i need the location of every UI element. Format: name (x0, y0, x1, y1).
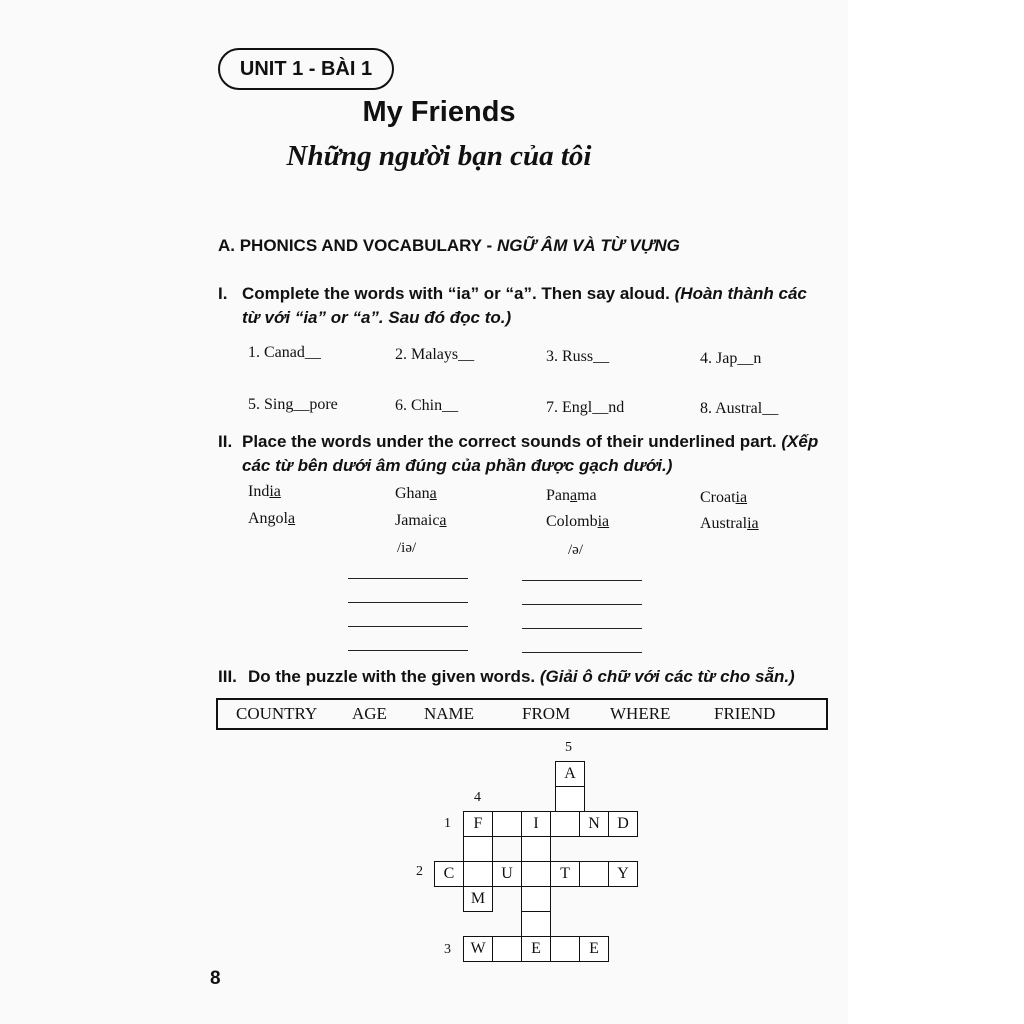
q2-word-ghana: Ghana (395, 485, 437, 502)
word-bank-item: NAME (424, 704, 475, 723)
question-1-number: I. (218, 284, 228, 303)
question-2-text: Place the words under the correct sounds of their underlined part. (242, 432, 777, 451)
q1-item-7: 7. Engl__nd (546, 399, 625, 416)
crossword-cell[interactable]: F (463, 811, 493, 837)
crossword-cell[interactable]: I (521, 811, 551, 837)
question-3 (218, 665, 838, 689)
crossword-cell[interactable] (463, 861, 493, 887)
crossword-cell[interactable] (550, 936, 580, 962)
crossword-cell[interactable]: M (463, 886, 493, 912)
crossword-cell[interactable]: Y (608, 861, 638, 887)
crossword-cell[interactable] (492, 811, 522, 837)
page-number: 8 (210, 968, 221, 989)
q2-word-jamaica: Jamaica (395, 512, 447, 529)
clue-number: 5 (565, 740, 572, 755)
clue-number: 1 (444, 816, 451, 831)
question-3-text: Do the puzzle with the given words. (248, 667, 536, 686)
crossword-cell[interactable] (521, 911, 551, 937)
crossword-cell[interactable]: A (555, 761, 585, 787)
crossword-cell[interactable] (521, 886, 551, 912)
crossword-cell[interactable] (550, 811, 580, 837)
answer-line[interactable] (348, 626, 468, 627)
crossword-cell[interactable]: E (521, 936, 551, 962)
q1-item-6: 6. Chin__ (395, 397, 459, 414)
crossword-cell[interactable] (555, 786, 585, 812)
question-3-number: III. (218, 667, 237, 686)
answer-line[interactable] (348, 578, 468, 579)
answer-line[interactable] (348, 650, 468, 651)
section-a-label: A. PHONICS AND VOCABULARY - (218, 236, 497, 255)
question-1 (218, 282, 838, 330)
word-bank-item: AGE (352, 704, 387, 723)
q1-item-2: 2. Malays__ (395, 346, 475, 363)
q1-item-3: 3. Russ__ (546, 348, 610, 365)
crossword-cell[interactable]: N (579, 811, 609, 837)
crossword-cell[interactable] (521, 861, 551, 887)
crossword-cell[interactable] (492, 936, 522, 962)
question-2-number: II. (218, 432, 233, 451)
section-a-heading (218, 236, 680, 256)
crossword-cell[interactable] (579, 861, 609, 887)
word-bank-item: FROM (522, 704, 571, 723)
crossword-cell[interactable] (463, 836, 493, 862)
page-title: My Friends (362, 96, 516, 128)
crossword-cell[interactable]: U (492, 861, 522, 887)
word-bank-item: COUNTRY (236, 704, 318, 723)
q2-word-india: India (248, 483, 281, 500)
q1-item-5: 5. Sing__pore (248, 396, 338, 413)
question-1-text-vi-2: từ với “ia” or “a”. Sau đó đọc to.) (242, 308, 512, 327)
answer-line[interactable] (522, 604, 642, 605)
crossword-cell[interactable]: W (463, 936, 493, 962)
clue-number: 3 (444, 942, 451, 957)
unit-badge: UNIT 1 - BÀI 1 (218, 48, 394, 90)
q2-word-australia: Australia (700, 515, 759, 532)
page-margin (848, 0, 1024, 1024)
question-1-text: Complete the words with “ia” or “a”. Then say aloud. (242, 284, 670, 303)
crossword-cell[interactable]: E (579, 936, 609, 962)
q2-word-panama: Panama (546, 487, 597, 504)
clue-number: 2 (416, 864, 423, 879)
question-2 (218, 430, 838, 478)
word-bank (216, 698, 828, 730)
crossword-cell[interactable]: C (434, 861, 464, 887)
q2-word-angola: Angola (248, 510, 296, 527)
sound-schwa-label: /ə/ (568, 542, 583, 558)
answer-line[interactable] (522, 628, 642, 629)
word-bank-item: FRIEND (714, 704, 776, 723)
clue-number: 4 (474, 790, 481, 805)
section-a-label-vi: NGỮ ÂM VÀ TỪ VỰNG (496, 236, 680, 255)
sound-ia-label: /iə/ (397, 540, 417, 556)
question-3-text-vi: (Giải ô chữ với các từ cho sẵn.) (539, 667, 795, 686)
page-subtitle: Những người bạn của tôi (286, 140, 592, 172)
q1-item-4: 4. Jap__n (700, 350, 762, 367)
q2-word-croatia: Croatia (700, 489, 748, 506)
q1-item-1: 1. Canad__ (248, 344, 321, 361)
crossword-cell[interactable]: T (550, 861, 580, 887)
answer-line[interactable] (348, 602, 468, 603)
crossword-cell[interactable]: D (608, 811, 638, 837)
q1-item-8: 8. Austral__ (700, 400, 779, 417)
crossword-cell[interactable] (521, 836, 551, 862)
question-2-text-vi-1: (Xếp (781, 432, 819, 451)
word-bank-item: WHERE (610, 704, 671, 723)
answer-line[interactable] (522, 580, 642, 581)
answer-line[interactable] (522, 652, 642, 653)
q2-word-colombia: Colombia (546, 513, 610, 530)
question-2-text-vi-2: các từ bên dưới âm đúng của phần được gạch dưới.) (242, 456, 673, 475)
question-1-text-vi-1: (Hoàn thành các (674, 284, 807, 303)
